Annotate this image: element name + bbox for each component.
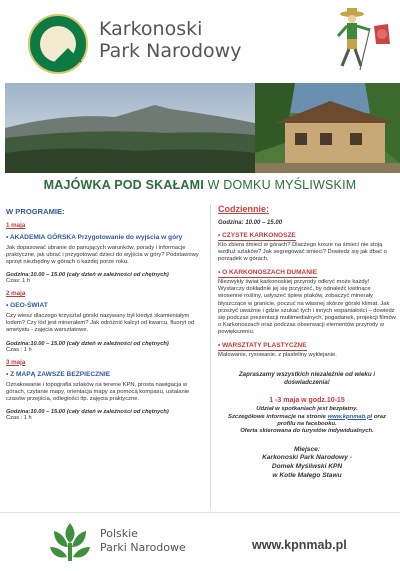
place-line1: Karkonoski Park Narodowy - bbox=[262, 454, 352, 462]
hiker-illustration bbox=[330, 4, 394, 74]
info-audience: Oferta skierowana do turystów indywidualnych. bbox=[240, 428, 374, 435]
daily-column bbox=[218, 204, 396, 480]
day2-label: 2 maja bbox=[6, 290, 26, 298]
day2-duration: Czas : 1 h bbox=[6, 346, 32, 353]
event-title-rest: W DOMKU MYŚLIWSKIM bbox=[207, 178, 357, 192]
clean-mountains-description: Kto zbiera śmieci w górach? Dlaczego kosze na śmieci nie stoją wzdłuż szlaków? Jak segregować śmieci? Dowiedz się jak dbać o porządek w górach. bbox=[218, 242, 387, 263]
event-title-bold: MAJÓWKA POD SKAŁAMI bbox=[43, 178, 204, 192]
column-divider bbox=[210, 204, 211, 509]
footer-divider bbox=[0, 512, 400, 513]
nature-description: Niezwykły świat karkonoskiej przyrody odkryć może każdy! Wystarczy dokładnie jej się przyjrzeć, by odnaleźć kwitnące wiosenne rośliny, usłyszeć śpiew ptaków, zobaczyć minerały błyszczące w granicie, poczuć na własnej skórze górski klimat. Jak przeżyć uważnie i gdzie szukać tych i innych wspaniałości – dowiedz się podczas prezentacji multimedialnych, pogadanek, projekcji filmów o Karkonoszach oraz podczas obserwacji elementów przyrody w powiększeniu. bbox=[218, 279, 396, 335]
activity-art-workshop: • WARSZTATY PLASTYCZNE bbox=[218, 342, 307, 350]
info-details-post: oraz bbox=[372, 413, 386, 420]
program-column bbox=[6, 204, 200, 423]
info-free: Udział w spotkaniach jest bezpłatny. bbox=[256, 406, 358, 413]
footer-brand-line2: Parki Narodowe bbox=[100, 541, 186, 554]
day2-time: Godzina:10.00 – 15.00 (cały dzień w zależności od chętnych) bbox=[6, 340, 169, 347]
polskie-parki-narodowe-logo bbox=[46, 521, 94, 563]
event-title bbox=[0, 172, 400, 198]
day3-description: Oznakowanie i topografia szlaków na terenie KPN, prosta nawigacja w górach, czytanie mapy, orientacja mapy za pomocą kompasu, ustalanie czasów przejścia, odległości itp. zajęcia praktyczne. bbox=[6, 381, 190, 402]
day3-label: 3 maja bbox=[6, 358, 26, 366]
daily-heading: Codziennie: bbox=[218, 204, 269, 214]
place-line3: w Kotle Małego Stawu bbox=[272, 471, 342, 479]
daily-time: Godzina: 10.00 – 15.00 bbox=[218, 220, 283, 226]
day1-label: 1 maja bbox=[6, 222, 26, 229]
art-workshop-description: Malowanie, rysowanie, z plasteliny wyklejanie. bbox=[218, 352, 337, 359]
program-heading: W PROGRAMIE: bbox=[6, 207, 65, 216]
day1-description: Jak dopasować ubranie do panujących warunków, porady i informacje praktyczne, jak ubrać i przygotować dzieci do wyjścia w góry? Podstawowy sprzęt niezbędny w górach o każdej porze roku. bbox=[6, 245, 199, 266]
info-details bbox=[218, 414, 396, 421]
day3-time: Godzina:10.00 – 15.00 (cały dzień w zależności od chętnych) bbox=[6, 408, 169, 415]
footer-brand bbox=[100, 527, 186, 555]
footer-website-link[interactable]: www.kpnmab.pl bbox=[252, 538, 347, 552]
website-link[interactable]: www.kpnmab.pl bbox=[327, 413, 373, 420]
invitation-line1: Zapraszamy wszystkich niezależnie od wieku i bbox=[238, 371, 376, 379]
mountain-photo bbox=[5, 83, 255, 173]
activity-nature: • O KARKONOSZACH DUMANIE bbox=[218, 269, 318, 277]
kpn-logo bbox=[28, 14, 88, 74]
footer-brand-line1: Polskie bbox=[100, 527, 138, 540]
logo-emblem bbox=[40, 26, 76, 62]
place-line2: Domek Myśliwski KPN bbox=[271, 462, 343, 470]
hunting-lodge-photo bbox=[255, 83, 400, 173]
day1-activity: • AKADEMIA GÓRSKA Przygotowanie do wyjścia w góry bbox=[6, 234, 183, 241]
day2-description: Czy wiesz dlaczego krzyształ górski nazywany był kiedyś skamieniałym lodem? Czy lód jest minerałem? Jak odróżnić kalcyt od kwarcu, fluoryt od ametystu - zajęcia warsztatowe. bbox=[6, 313, 195, 334]
day2-activity: • GEO-ŚWIAT bbox=[6, 302, 48, 310]
info-facebook: profilu na facebooku. bbox=[277, 420, 337, 427]
day3-activity: • Z MAPĄ ZAWSZE BEZPIECZNIE bbox=[6, 370, 111, 378]
day1-time: Godzina:10.00 – 15.00 (cały dzień w zależności od chętnych) bbox=[6, 272, 169, 279]
place-label: Miejsce: bbox=[293, 445, 321, 453]
header-title-line1: Karkonoski bbox=[99, 18, 203, 40]
header-title-line2: Park Narodowy bbox=[99, 40, 242, 62]
day1-duration: Czas: 1 h bbox=[6, 278, 31, 285]
activity-clean-mountains: • CZYSTE KARKONOSZE bbox=[218, 232, 296, 239]
event-dates: 1 -3 maja w godz.10-15 bbox=[269, 397, 345, 405]
day3-duration: Czas : 1 h bbox=[6, 414, 32, 421]
invitation-line2: doświadczenia! bbox=[284, 379, 330, 387]
info-details-pre: Szczegółowe informacje na stronie bbox=[228, 413, 328, 420]
